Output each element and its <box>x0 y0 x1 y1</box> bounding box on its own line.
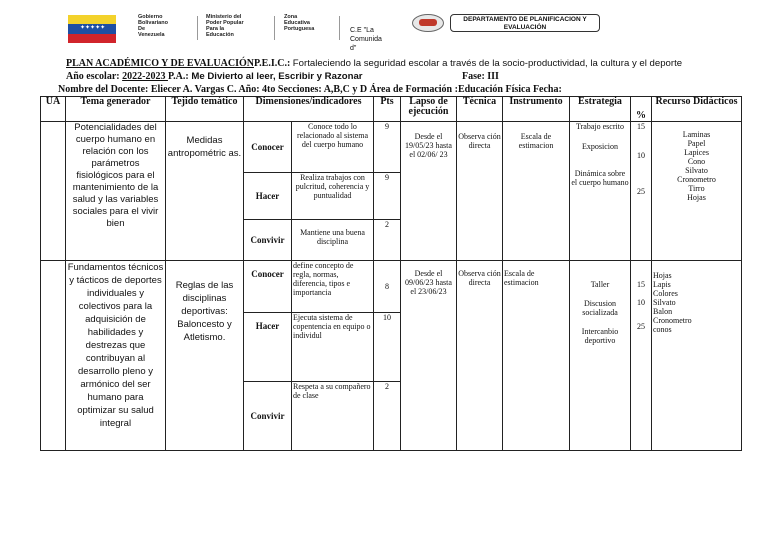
recurso-item: Lapices <box>684 148 709 157</box>
pct-item: 15 <box>637 280 645 289</box>
divider <box>197 16 198 40</box>
estrategia-cell <box>570 261 631 451</box>
phase: Fase: III <box>462 71 499 82</box>
indicator-cell: Realiza trabajos con pulcritud, coherencia y puntualidad <box>292 173 374 220</box>
dim-label: Conocer <box>244 122 292 173</box>
plan-title: PLAN ACADÉMICO Y DE EVALUACIÓN <box>66 58 254 69</box>
col-pct: % <box>631 97 652 122</box>
col-tema: Tema generador <box>66 97 166 122</box>
tecnica-cell: Observa ción directa <box>457 261 503 451</box>
col-tecnica: Técnica <box>457 97 503 122</box>
dim-label: Hacer <box>244 313 292 382</box>
recurso-item: conos <box>653 325 672 334</box>
indicator-cell: Conoce todo lo relacionado al sistema del cuerpo humano <box>292 122 374 173</box>
pct-cell <box>631 261 652 451</box>
pct-item: 25 <box>637 322 645 331</box>
pct-item: 25 <box>637 187 645 196</box>
col-estrategia: Estrategia <box>570 97 631 122</box>
indicator-cell: Mantiene una buena disciplina <box>292 220 374 261</box>
peic-label: P.E.I.C.: <box>253 58 291 69</box>
tecnica-cell: Observa ción directa <box>457 122 503 261</box>
tema-cell: Fundamentos técnicos y tácticos de deportes individuales y colectivos para la adquisición de habilidades y destrezas que contribuyan al desarrollo pleno y armónico del ser humano para optimizar su salud integral <box>66 261 166 451</box>
estrategia-item: Trabajo escrito <box>576 122 624 131</box>
header-row <box>41 97 742 122</box>
recurso-item: Papel <box>687 139 706 148</box>
tejido-cell: Medidas antropométric as. <box>166 122 244 261</box>
instrumento-cell: Escala de estimacion <box>503 261 570 451</box>
pct-cell <box>631 122 652 261</box>
tema-cell: Potencialidades del cuerpo humano en relación con los parámetros fisiológicos para el mantenimiento de la salud y las variables sociales para el vivir bien <box>66 122 166 261</box>
year-label: Año escolar: <box>66 71 123 82</box>
recurso-item: Silvato <box>653 298 676 307</box>
pts-cell: 9 <box>374 122 401 173</box>
pct-item: 10 <box>637 298 645 307</box>
col-pts: Pts <box>374 97 401 122</box>
zone-label: Zona Educativa Portuguesa <box>284 14 315 32</box>
ua-cell <box>41 261 66 451</box>
recurso-item: Balon <box>653 307 673 316</box>
table-row <box>41 122 742 173</box>
recurso-cell <box>652 122 742 261</box>
dim-label: Convivir <box>244 382 292 451</box>
col-recurso: Recurso Didácticos <box>652 97 742 122</box>
recurso-item: Cronometro <box>653 316 692 325</box>
estrategia-item: Dinámica sobre el cuerpo humano <box>571 169 629 187</box>
divider <box>339 16 340 40</box>
lapso-cell: Desde el 19/05/23 hasta el 02/06/ 23 <box>401 122 457 261</box>
pa-value: Me Divierto al leer, Escribir y Razonar <box>188 71 363 82</box>
recurso-item: Laminas <box>682 130 711 139</box>
tejido-cell: Reglas de las disciplinas deportivas: Baloncesto y Atletismo. <box>166 261 244 451</box>
table-row <box>41 261 742 313</box>
indicator-cell: define concepto de regla, normas, diferencia, tipos e importancia <box>292 261 374 313</box>
school-year-line <box>66 71 363 82</box>
col-dimensiones: Dimensiones/indicadores <box>244 97 374 122</box>
teacher-line: Nombre del Docente: Eliecer A. Vargas C. Año: 4to Secciones: A,B,C y D Área de Formación :Educación Física Fecha: <box>58 84 562 95</box>
col-ua: UA <box>41 97 66 122</box>
estrategia-item: Taller <box>590 280 610 289</box>
government-label: Gobierno Bolivariano De Venezuela <box>138 14 168 38</box>
pts-cell: 9 <box>374 173 401 220</box>
recurso-item: Lapis <box>653 280 671 289</box>
school-name: C.E "La Comunida d" <box>350 27 382 52</box>
estrategia-item: Intercanbio deportivo <box>581 327 619 345</box>
lapso-cell: Desde el 09/06/23 hasta el 23/06/23 <box>401 261 457 451</box>
recurso-item: Silvato <box>685 166 708 175</box>
col-lapso: Lapso de ejecución <box>401 97 457 122</box>
pts-cell: 2 <box>374 220 401 261</box>
recurso-item: Hojas <box>687 193 706 202</box>
school-emblem-icon <box>412 14 444 32</box>
ministry-label: Ministerio del Poder Popular Para la Educación <box>206 14 244 38</box>
pts-cell: 10 <box>374 313 401 382</box>
recurso-item: Cronometro <box>677 175 716 184</box>
recurso-cell <box>652 261 742 451</box>
pa-label: P.A.: <box>167 71 189 82</box>
peic-value: Fortaleciendo la seguridad escolar a través de la socio-productividad, la cultura y el deporte <box>292 58 683 69</box>
indicator-cell: Ejecuta sistema de copentencia en equipo o individul <box>292 313 374 382</box>
recurso-item: Cono <box>687 157 706 166</box>
recurso-item: Colores <box>653 289 678 298</box>
recurso-item: Tirro <box>688 184 705 193</box>
col-instrumento: Instrumento <box>503 97 570 122</box>
dim-label: Hacer <box>244 173 292 220</box>
pct-item: 15 <box>637 122 645 131</box>
pts-cell: 8 <box>374 261 401 313</box>
indicator-cell: Respeta a su compañero de clase <box>292 382 374 451</box>
divider <box>274 16 275 40</box>
ua-cell <box>41 122 66 261</box>
estrategia-cell <box>570 122 631 261</box>
plan-table <box>40 96 742 451</box>
department-box: DEPARTAMENTO DE PLANIFICACION Y EVALUACIÓN <box>450 14 600 32</box>
instrumento-cell: Escala de estimacion <box>503 122 570 261</box>
estrategia-item: Discusion socializada <box>582 299 618 317</box>
pct-item: 10 <box>637 151 645 160</box>
year-value: 2022-2023 <box>122 71 168 82</box>
dim-label: Conocer <box>244 261 292 313</box>
venezuela-flag-icon: ✦✦✦✦✦ <box>68 15 116 43</box>
recurso-item: Hojas <box>653 271 672 280</box>
plan-title-line <box>66 58 682 69</box>
col-tejido: Tejido temático <box>166 97 244 122</box>
estrategia-item: Exposicion <box>582 142 618 151</box>
pts-cell: 2 <box>374 382 401 451</box>
letterhead <box>60 10 720 54</box>
dim-label: Convivir <box>244 220 292 261</box>
